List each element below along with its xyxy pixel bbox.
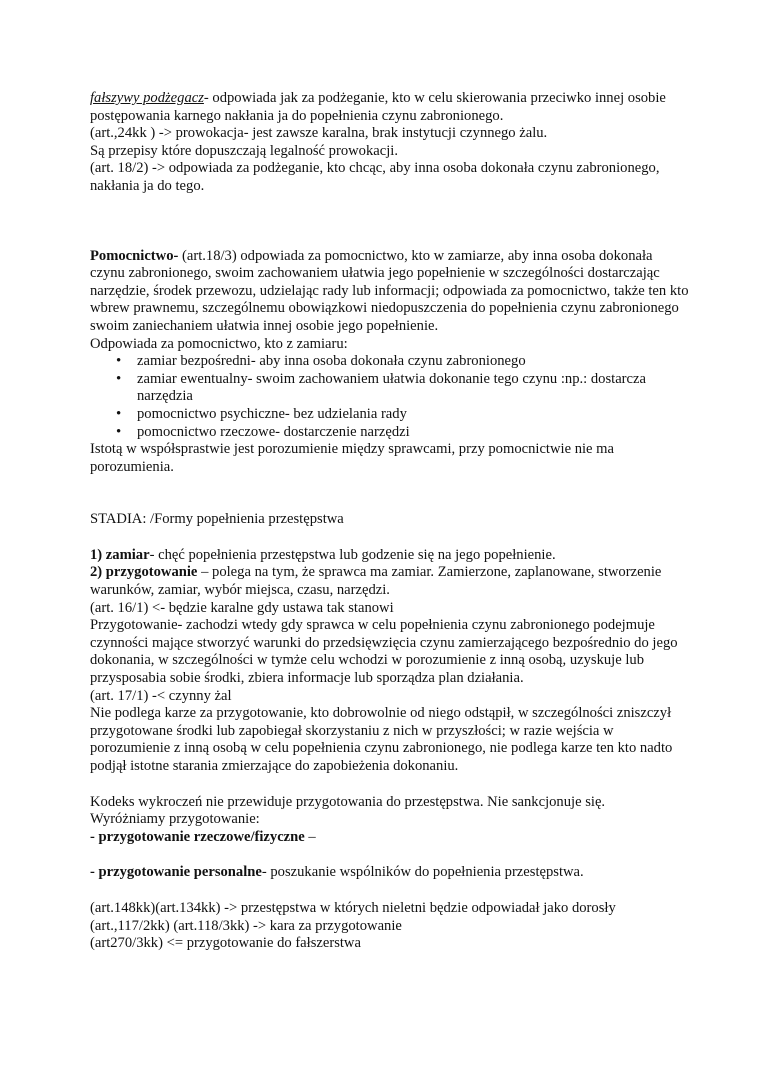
list-item: • zamiar ewentualny- swoim zachowaniem ułatwia dokonanie tego czynu :np.: dostarcza narzędzia [90, 371, 690, 406]
pomocnictwo-paragraph [90, 248, 690, 336]
art17-line: (art. 17/1) -< czynny żal [90, 687, 232, 704]
rzeczowe-term: - przygotowanie rzeczowe/fizyczne [90, 828, 305, 845]
pomocnictwo-term: Pomocnictwo- [90, 247, 179, 264]
rzeczowe-rest: – [304, 828, 316, 845]
pomocnictwo-list [90, 353, 690, 441]
kodeks-line: Kodeks wykroczeń nie przewiduje przygotowania do przestępstwa. Nie sankcjonuje się. [90, 793, 606, 810]
przygotowanie-personalne-line [90, 864, 690, 882]
art270-line: (art270/3kk) <= przygotowanie do fałszerstwa [90, 935, 361, 952]
art18-2-paragraph: (art. 18/2) -> odpowiada za podżeganie, kto chcąc, aby inna osoba dokonała czynu zabronionego, nakłania ja do tego. [90, 160, 660, 194]
przygotowanie-paragraph [90, 564, 690, 599]
przygotowanie-term: 2) przygotowanie [90, 564, 198, 581]
falszywy-podzegacz-term: fałszywy podżegacz [90, 90, 204, 106]
przygotowanie-definition-paragraph: Przygotowanie- zachodzi wtedy gdy sprawca w celu popełnienia czynu zabronionego podejmuje czynności mające stworzyć warunki do przedsięwzięcia czynu zamierzającego bezpośrednio do jego dokonania, w szczególności w tymże celu wchodzi w porozumienie z inną osobą, uzyskuje lub przysposabia sobie środki, zbiera informacje lub sporządza plan działania. [90, 617, 678, 687]
list-item: • pomocnictwo rzeczowe- dostarczenie narzędzi [90, 424, 690, 442]
art148-line: (art.148kk)(art.134kk) -> przestępstwa w których nieletni będzie odpowiadał jako dorosły [90, 899, 616, 916]
personalne-rest: - poszukanie wspólników do popełnienia przestępstwa. [261, 864, 584, 881]
zamiar-definition: - chęć popełnienia przestępstwa lub godzenie się na jego popełnienie. [149, 546, 556, 563]
art24-line: (art.,24kk ) -> prowokacja- jest zawsze karalna, brak instytucji czynnego żalu. [90, 125, 548, 142]
art16-line: (art. 16/1) <- będzie karalne gdy ustawa tak stanowi [90, 599, 394, 616]
stadia-heading: STADIA: /Formy popełnienia przestępstwa [90, 511, 344, 528]
zamiar-line [90, 547, 690, 565]
list-item: • zamiar bezpośredni- aby inna osoba dokonała czynu zabronionego [90, 353, 690, 371]
pomocnictwo-definition: (art.18/3) odpowiada za pomocnictwo, kto w zamiarze, aby inna osoba dokonała czynu zabronionego, swoim zachowaniem ułatwia jego popełnienie w szczególności dostarczając narzędzie, środek przewozu, udzielając rady lub informacji; odpowiada za pomocnictwo, także ten kto wbrew prawnemu, szczególnemu obowiązkowi niedopuszczenia do popełnienia czynu zabronionego swoim zaniechaniem ułatwia innej osobie jego popełnienie. [90, 247, 689, 334]
czynny-zal-paragraph: Nie podlega karze za przygotowanie, kto dobrowolnie od niego odstąpił, w szczególności zniszczył przygotowane środki lub zapobiegał skorzystaniu z nich w przyszłości; w razie wejścia w porozumienie z inną osobą w celu popełnienia czynu zabronionego, nie podlega karze ten kto nadto podjął istotne starania zmierzające do zapobieżenia dokonaniu. [90, 705, 673, 774]
zamiar-term: 1) zamiar [90, 546, 150, 563]
istota-paragraph: Istotą w współsprastwie jest porozumienie między sprawcami, przy pomocnictwie nie ma porozumienia. [90, 441, 615, 475]
przygotowanie-definition: – polega na tym, że sprawca ma zamiar. Zamierzone, zaplanowane, stworzenie warunków, zamiar, wybór miejsca, czasu, narzędzi. [90, 564, 662, 599]
prowokacja-line: Są przepisy które dopuszczają legalność prowokacji. [90, 142, 398, 159]
falszywy-podzegacz-paragraph [90, 90, 690, 125]
falszywy-podzegacz-definition: - odpowiada jak za podżeganie, kto w celu skierowania przeciwko innej osobie postępowania karnego nakłania ja do popełnienia czynu zabronionego. [90, 90, 666, 124]
wyrozniamy-line: Wyróżniamy przygotowanie: [90, 811, 260, 828]
pomocnictwo-intro: Odpowiada za pomocnictwo, kto z zamiaru: [90, 335, 348, 352]
document-page [90, 90, 690, 953]
personalne-term: - przygotowanie personalne [90, 864, 262, 881]
przygotowanie-rzeczowe-line [90, 829, 690, 847]
list-item: • pomocnictwo psychiczne- bez udzielania rady [90, 406, 690, 424]
art117-line: (art.,117/2kk) (art.118/3kk) -> kara za przygotowanie [90, 917, 402, 934]
